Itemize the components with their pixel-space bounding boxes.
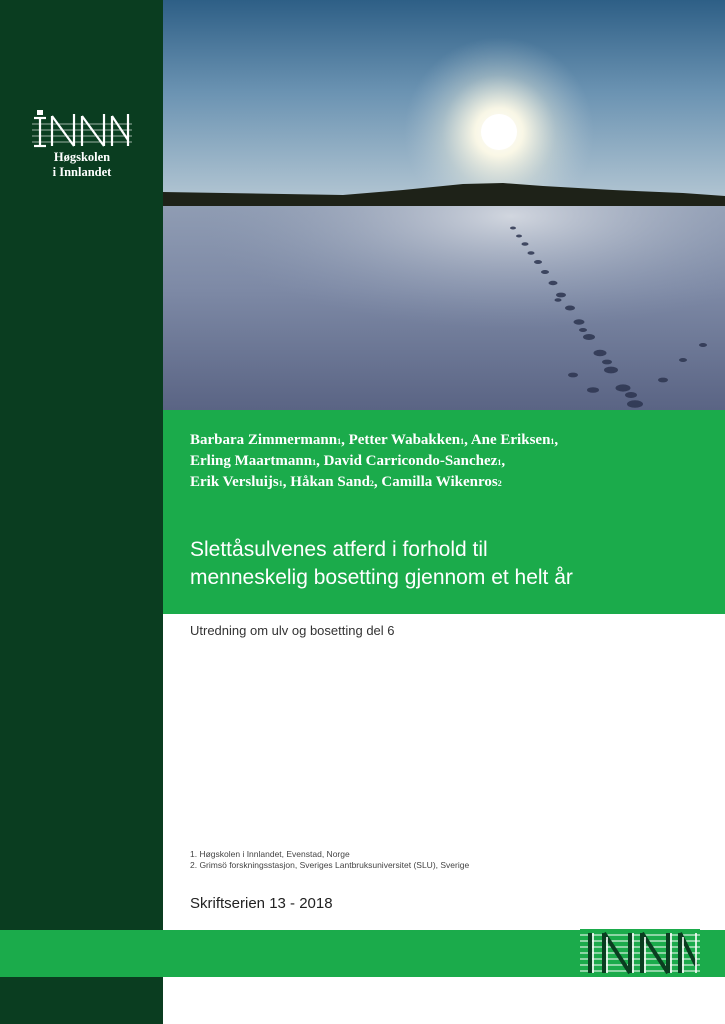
report-subtitle: Utredning om ulv og bosetting del 6	[190, 623, 395, 638]
cover-photo	[163, 0, 725, 410]
report-title	[190, 536, 715, 592]
footnote-1: 1. Høgskolen i Innlandet, Evenstad, Norge	[190, 849, 350, 859]
affiliation-footnotes	[190, 849, 469, 871]
sidebar-band	[0, 0, 163, 1024]
frozen-lake-photo	[163, 0, 725, 410]
inn-logo	[28, 110, 136, 180]
author-name: Ane Eriksen	[470, 432, 551, 448]
inn-bottom-logo	[580, 929, 700, 982]
author-name: Erik Versluijs	[190, 474, 279, 490]
author-name: Petter Wabakken	[348, 432, 461, 448]
author-affiliation: 2	[497, 479, 502, 488]
author-name: Camilla Wikenros	[381, 474, 498, 490]
institution-name-line1: Høgskolen	[53, 150, 111, 164]
author-name: David Carricondo-Sanchez	[323, 453, 498, 469]
author-list: Barbara Zimmermann$^1$, Petter Wabakken$^1$, Ane Eriksen$^1$, Erling Maartmann$^1$, David Carricondo-Sanchez$^1$, Erik Versluijs$^1$, Håkan Sand$^2$, Camilla Wikenros$^2$	[190, 432, 559, 490]
author-affiliation: 1	[312, 458, 317, 467]
report-title-line1: Slettåsulvenes atferd i forhold til	[190, 538, 488, 561]
institution-name-line2: i Innlandet	[52, 165, 112, 179]
title-panel	[163, 410, 725, 614]
author-affiliation: 1	[278, 479, 283, 488]
inn-pattern-logo-icon	[580, 929, 700, 977]
author-affiliation: 2	[369, 479, 374, 488]
author-affiliation: 1	[460, 437, 465, 446]
author-name: Håkan Sand	[290, 474, 370, 490]
author-name: Barbara Zimmermann	[190, 432, 338, 448]
series-label: Skriftserien 13 - 2018	[190, 895, 333, 912]
report-title-line2: menneskelig bosetting gjennom et helt år	[190, 566, 573, 589]
author-affiliation: 1	[550, 437, 555, 446]
author-affiliation: 1	[337, 437, 342, 446]
footnote-2: 2. Grimsö forskningsstasjon, Sveriges Lantbruksuniversitet (SLU), Sverige	[190, 860, 470, 870]
author-name: Erling Maartmann	[190, 453, 313, 469]
inn-logo-icon	[32, 110, 132, 150]
author-affiliation: 1	[497, 458, 502, 467]
